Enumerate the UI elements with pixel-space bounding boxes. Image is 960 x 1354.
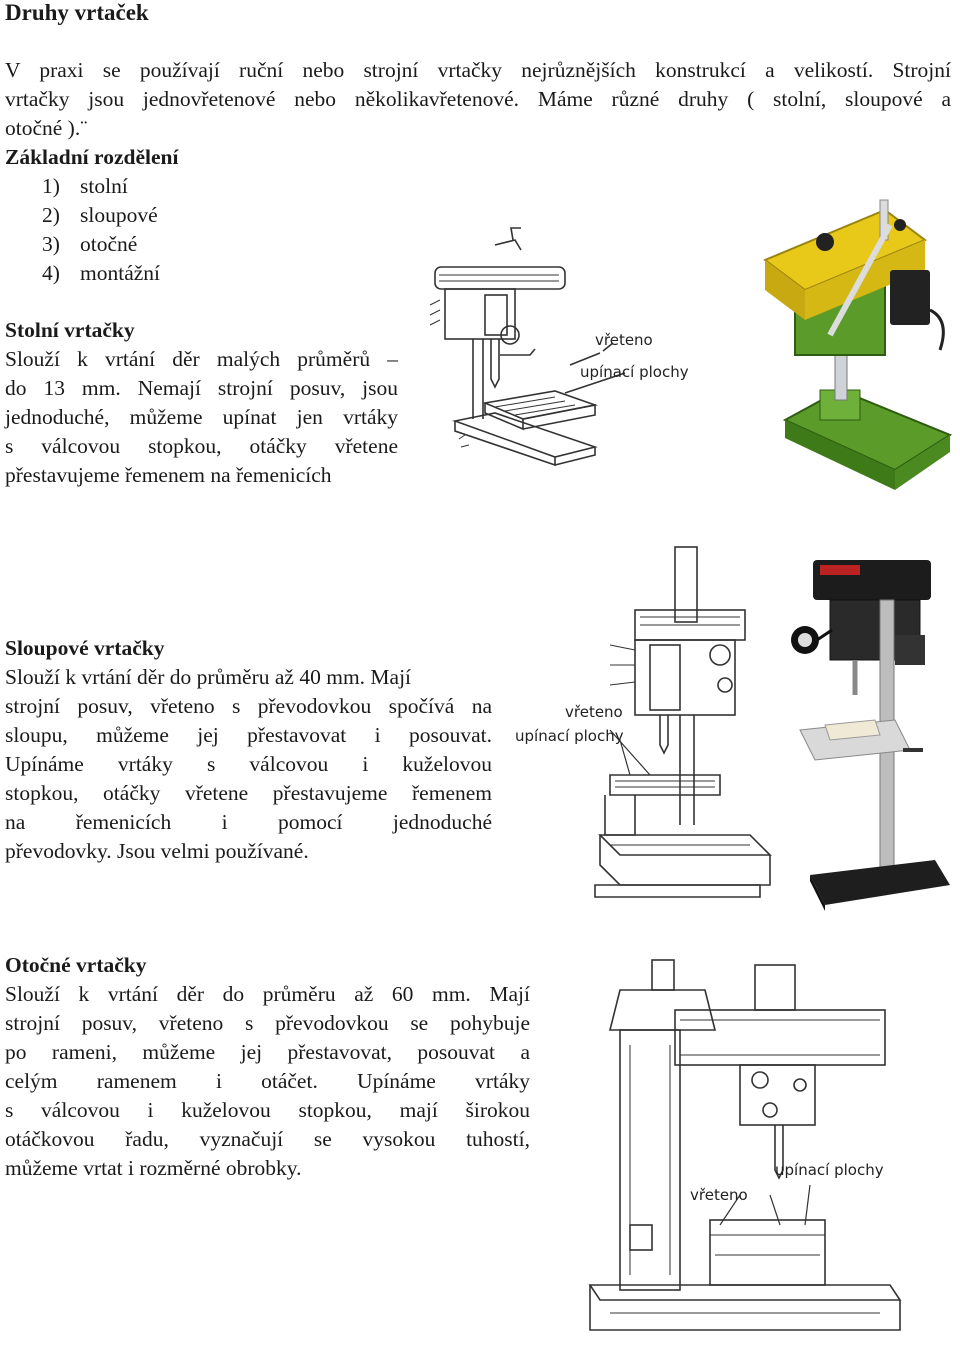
text-line: celým ramenem i otáčet. Upínáme vrtáky [5, 1069, 530, 1093]
basic-division-list [42, 172, 160, 288]
text-line: Slouží k vrtání děr do průměru až 40 mm. Mají [5, 665, 412, 689]
clamping-surface-label: upínací plochy [580, 363, 689, 381]
basic-division-heading: Základní rozdělení [5, 145, 179, 169]
bench-drill-heading: Stolní vrtačky [5, 318, 135, 342]
radial-drill-drawing [580, 955, 910, 1350]
spindle-label: vřeteno [565, 703, 623, 721]
text-line: Upínáme vrtáky s válcovou i kuželovou [5, 752, 492, 776]
text-line: strojní posuv, vřeteno s převodovkou se pohybuje [5, 1011, 530, 1035]
list-number: 4) [42, 261, 60, 285]
text-line: na řemenicích i pomocí jednoduché [5, 810, 492, 834]
text-line: do 13 mm. Nemají strojní posuv, jsou [5, 376, 398, 400]
text-line: přestavujeme řemenem na řemenicích [5, 463, 332, 487]
text-line: stopkou, otáčky vřetene přestavujeme řemenem [5, 781, 492, 805]
list-number: 2) [42, 203, 60, 227]
text-line: můžeme vrtat i rozměrné obrobky. [5, 1156, 302, 1180]
text-line: jednoduché, můžeme upínat jen vrtáky [5, 405, 398, 429]
text-line: po rameni, můžeme jej přestavovat, posouvat a [5, 1040, 530, 1064]
pillar-drill-heading: Sloupové vrtačky [5, 636, 165, 660]
list-item [42, 172, 160, 201]
list-number: 3) [42, 232, 60, 256]
text-line: strojní posuv, vřeteno s převodovkou spočívá na [5, 694, 492, 718]
list-item [42, 201, 160, 230]
intro-paragraph [5, 56, 951, 143]
intro-line: vrtačky jsou jednovřetenové nebo několikavřetenové. Máme různé druhy ( stolní, sloupové a [5, 87, 951, 111]
text-line: převodovky. Jsou velmi používané. [5, 839, 309, 863]
text-line: sloupu, můžeme jej přestavovat i posouvat. [5, 723, 492, 747]
intro-line: V praxi se používají ruční nebo strojní vrtačky nejrůznějších konstrukcí a velikostí. Strojní [5, 58, 951, 82]
bench-drill-photo [725, 190, 950, 495]
text-line: s válcovou i kuželovou stopkou, mají širokou [5, 1098, 530, 1122]
text-line: Slouží k vrtání děr malých průměrů – [5, 347, 398, 371]
text-line: s válcovou stopkou, otáčky vřetene [5, 434, 398, 458]
text-line: Slouží k vrtání děr do průměru až 60 mm. Mají [5, 982, 530, 1006]
spindle-label: vřeteno [690, 1186, 748, 1204]
list-label: montážní [80, 261, 161, 285]
pillar-drill-paragraph [5, 663, 492, 866]
pillar-drill-drawing [510, 545, 780, 905]
bench-drill-paragraph [5, 345, 398, 490]
clamping-surface-label: upínací plochy [515, 727, 624, 745]
radial-drill-paragraph [5, 980, 530, 1183]
list-item [42, 259, 160, 288]
radial-drill-heading: Otočné vrtačky [5, 953, 147, 977]
bench-drill-drawing [425, 225, 715, 475]
list-label: stolní [80, 174, 128, 198]
intro-line: otočné ).¨ [5, 116, 88, 140]
list-label: sloupové [80, 203, 158, 227]
list-number: 1) [42, 174, 60, 198]
pillar-drill-photo [785, 555, 950, 915]
clamping-surface-label: upínací plochy [775, 1161, 884, 1179]
list-item [42, 230, 160, 259]
page-title: Druhy vrtaček [5, 0, 149, 25]
spindle-label: vřeteno [595, 331, 653, 349]
list-label: otočné [80, 232, 138, 256]
text-line: otáčkovou řadu, vyznačují se vysokou tuhostí, [5, 1127, 530, 1151]
